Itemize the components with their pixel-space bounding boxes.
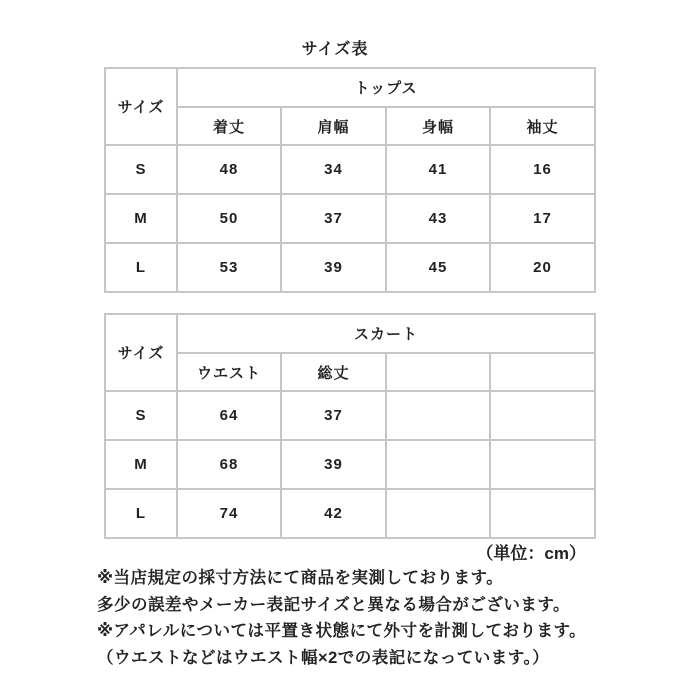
measurement-header: 総丈 <box>281 353 386 391</box>
category-header-skirt: スカート <box>177 314 595 353</box>
note-line: ※アパレルについては平置き状態にて外寸を計測しております。 <box>97 622 587 640</box>
measurement-value: 64 <box>177 391 281 440</box>
page-title: サイズ表 <box>301 41 369 58</box>
measurement-header <box>490 353 595 391</box>
note-line: ※当店規定の採寸方法にて商品を実測しております。 <box>97 569 504 587</box>
table-row-size-L <box>105 489 595 538</box>
measurement-value: 68 <box>177 440 281 489</box>
size-label: S <box>105 391 177 440</box>
measurement-value: 20 <box>490 243 595 292</box>
size-label: L <box>105 243 177 292</box>
measurement-value: 41 <box>386 145 490 194</box>
table-row-size-M <box>105 194 595 243</box>
size-label: S <box>105 145 177 194</box>
size-table-tops <box>104 67 596 293</box>
category-header-tops: トップス <box>177 68 595 107</box>
table-row-size-L <box>105 243 595 292</box>
size-column-header: サイズ <box>105 68 177 145</box>
measurement-value: 37 <box>281 391 386 440</box>
header-row-category <box>105 314 595 353</box>
measurement-value: 74 <box>177 489 281 538</box>
header-row-category <box>105 68 595 107</box>
measurement-value: 53 <box>177 243 281 292</box>
table-row-size-S <box>105 145 595 194</box>
measurement-value <box>490 489 595 538</box>
measurement-header <box>386 353 490 391</box>
measurement-value: 37 <box>281 194 386 243</box>
measurement-value <box>386 440 490 489</box>
unit-note: （単位：cm） <box>476 544 586 563</box>
measurement-header: 身幅 <box>386 107 490 145</box>
size-column-header: サイズ <box>105 314 177 391</box>
size-label: M <box>105 440 177 489</box>
size-table-skirt <box>104 313 596 539</box>
measurement-value: 39 <box>281 440 386 489</box>
measurement-value: 34 <box>281 145 386 194</box>
note-line: 多少の誤差やメーカー表記サイズと異なる場合がございます。 <box>97 595 571 614</box>
size-label: M <box>105 194 177 243</box>
measurement-header: 肩幅 <box>281 107 386 145</box>
measurement-value <box>490 440 595 489</box>
measurement-value: 16 <box>490 145 595 194</box>
measurement-header: 着丈 <box>177 107 281 145</box>
size-label: L <box>105 489 177 538</box>
measurement-value: 50 <box>177 194 281 243</box>
measurement-value <box>386 489 490 538</box>
table-row-size-S <box>105 391 595 440</box>
measurement-value: 45 <box>386 243 490 292</box>
header-row-measurements <box>105 353 595 391</box>
measurement-value <box>386 391 490 440</box>
measurement-notes <box>97 565 586 671</box>
measurement-value: 48 <box>177 145 281 194</box>
measurement-value: 43 <box>386 194 490 243</box>
header-row-measurements <box>105 107 595 145</box>
measurement-value: 42 <box>281 489 386 538</box>
measurement-value <box>490 391 595 440</box>
measurement-header: ウエスト <box>177 353 281 391</box>
measurement-header: 袖丈 <box>490 107 595 145</box>
table-row-size-M <box>105 440 595 489</box>
measurement-value: 39 <box>281 243 386 292</box>
note-line: （ウエストなどはウエスト幅×2での表記になっています。） <box>97 648 550 667</box>
measurement-value: 17 <box>490 194 595 243</box>
